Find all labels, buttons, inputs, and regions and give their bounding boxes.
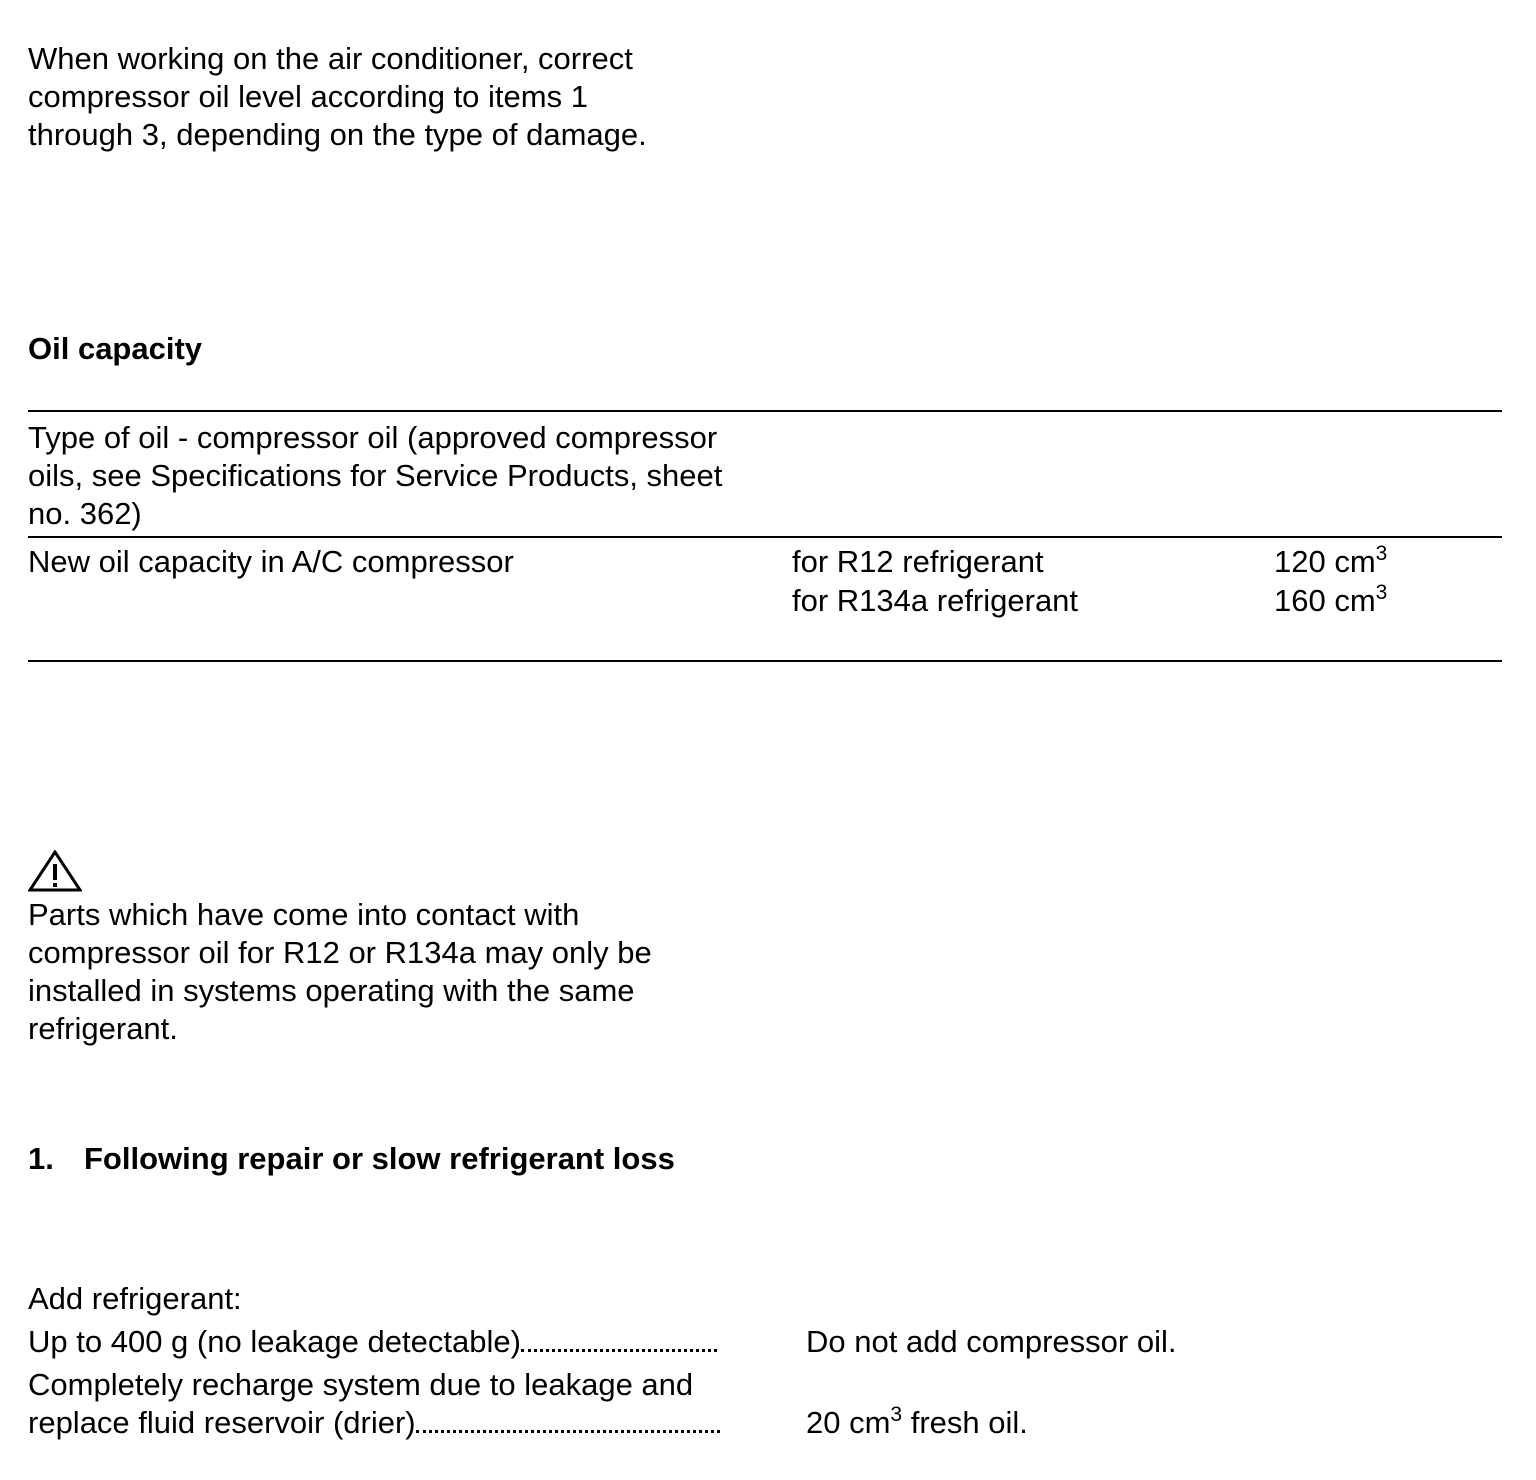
section-1-heading — [28, 1140, 675, 1178]
type-of-oil-line: oils, see Specifications for Service Products, sheet — [28, 458, 723, 493]
unit-superscript: 3 — [1375, 542, 1388, 565]
warning-line: Parts which have come into contact with — [28, 897, 580, 932]
dot-leader — [521, 1323, 717, 1352]
result-row-a: Do not add compressor oil. — [806, 1324, 1177, 1359]
warning-line: refrigerant. — [28, 1011, 178, 1046]
section-number: 1. — [28, 1141, 54, 1176]
unit-superscript: 3 — [890, 1403, 903, 1426]
intro-line: compressor oil level according to items 1 — [28, 79, 588, 114]
warning-line: compressor oil for R12 or R134a may only be — [28, 935, 652, 970]
section-title: Following repair or slow refrigerant loss — [84, 1141, 675, 1176]
result-text: 20 cm — [806, 1405, 891, 1440]
oil-capacity-heading: Oil capacity — [28, 331, 203, 366]
add-refrigerant-label: Add refrigerant: — [28, 1281, 242, 1316]
condition-row-b-line1: Completely recharge system due to leakage and — [28, 1367, 694, 1402]
intro-line: When working on the air conditioner, correct — [28, 41, 633, 76]
warning-text — [28, 896, 748, 1048]
capacity-r12-value — [1274, 543, 1387, 581]
intro-line: through 3, depending on the type of damage. — [28, 117, 647, 152]
refrigerant-r134a-label: for R134a refrigerant — [792, 583, 1079, 618]
table-bottom-rule — [28, 660, 1502, 662]
type-of-oil-line: Type of oil - compressor oil (approved compressor — [28, 420, 718, 455]
new-oil-capacity-label: New oil capacity in A/C compressor — [28, 544, 514, 579]
unit-superscript: 3 — [1375, 581, 1388, 604]
result-text: fresh oil. — [902, 1405, 1028, 1440]
type-of-oil-line: no. 362) — [28, 496, 142, 531]
type-of-oil-cell — [28, 419, 798, 533]
dot-leader — [416, 1404, 720, 1433]
intro-paragraph — [28, 40, 748, 154]
condition-row-a — [28, 1323, 717, 1361]
warning-triangle-icon — [28, 850, 82, 892]
condition-text: replace fluid reservoir (drier) — [28, 1405, 416, 1440]
capacity-value-text: 120 cm — [1274, 544, 1376, 579]
condition-row-b-line2 — [28, 1404, 720, 1442]
refrigerant-r12-label: for R12 refrigerant — [792, 544, 1044, 579]
result-row-b — [806, 1404, 1028, 1442]
warning-line: installed in systems operating with the same — [28, 973, 635, 1008]
table-top-rule — [28, 410, 1502, 412]
capacity-value-text: 160 cm — [1274, 583, 1376, 618]
capacity-r134a-value — [1274, 582, 1387, 620]
table-middle-rule — [28, 536, 1502, 538]
condition-text: Up to 400 g (no leakage detectable) — [28, 1324, 521, 1359]
